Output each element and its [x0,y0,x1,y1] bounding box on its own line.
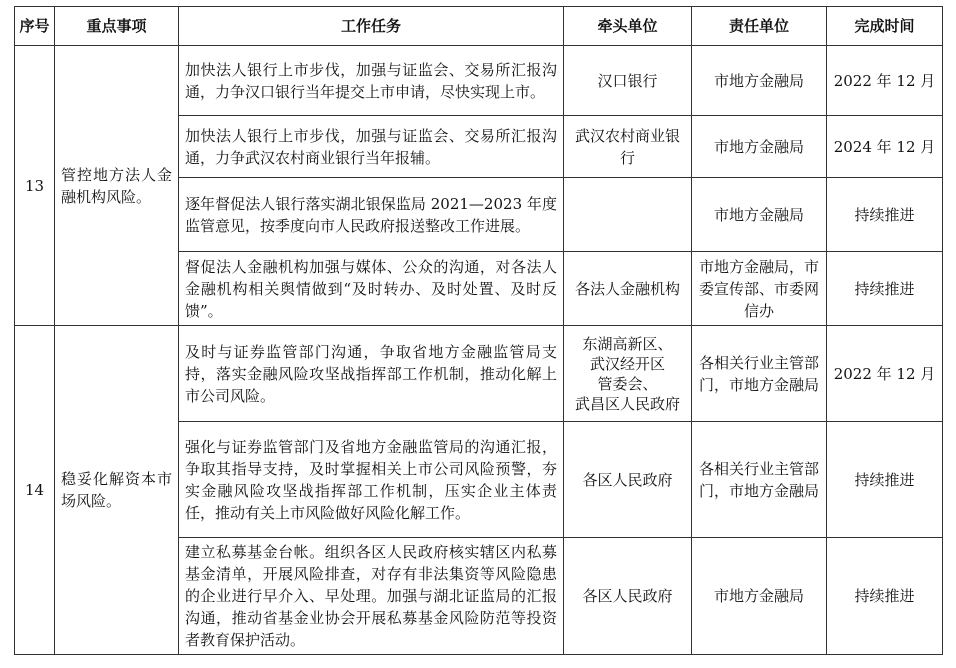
lead-unit-line: 管委会、 [597,374,658,393]
lead-unit: 武汉农村商业银行 [564,116,692,178]
responsible-unit: 各相关行业主管部门，市地方金融局 [692,326,827,422]
lead-unit [564,178,692,252]
key-item: 管控地方法人金融机构风险。 [55,46,179,326]
completion-time: 2022 年 12 月 [827,46,943,116]
lead-unit: 各区人民政府 [564,422,692,538]
key-item: 稳妥化解资本市场风险。 [55,326,179,655]
lead-unit-line: 东湖高新区、 [582,334,673,353]
row-number: 14 [15,326,55,655]
header-task: 工作任务 [179,7,564,46]
work-task: 及时与证券监管部门沟通，争取省地方金融监管局支持，落实金融风险攻坚战指挥部工作机制，推动化解上市公司风险。 [179,326,564,422]
task-table [14,6,943,655]
responsible-unit: 市地方金融局 [692,116,827,178]
responsible-unit: 市地方金融局，市委宣传部、市委网信办 [692,252,827,326]
completion-time: 持续推进 [827,252,943,326]
header-no: 序号 [15,7,55,46]
work-task: 加快法人银行上市步伐，加强与证监会、交易所汇报沟通，力争汉口银行当年提交上市申请，尽快实现上市。 [179,46,564,116]
row-number: 13 [15,46,55,326]
lead-unit: 各区人民政府 [564,538,692,655]
work-task: 逐年督促法人银行落实湖北银保监局 2021—2023 年度监管意见，按季度向市人民政府报送整改工作进展。 [179,178,564,252]
completion-time: 持续推进 [827,422,943,538]
header-item: 重点事项 [55,7,179,46]
lead-unit: 汉口银行 [564,46,692,116]
lead-unit-line: 武昌区人民政府 [574,394,680,413]
responsible-unit: 市地方金融局 [692,178,827,252]
lead-unit-line: 武汉经开区 [589,354,665,373]
responsible-unit: 市地方金融局 [692,46,827,116]
work-task: 加快法人银行上市步伐，加强与证监会、交易所汇报沟通，力争武汉农村商业银行当年报辅。 [179,116,564,178]
completion-time: 持续推进 [827,178,943,252]
responsible-unit: 市地方金融局 [692,538,827,655]
header-responsible-unit: 责任单位 [692,7,827,46]
work-task: 督促法人金融机构加强与媒体、公众的沟通，对各法人金融机构相关舆情做到“及时转办、及时处置、及时反馈”。 [179,252,564,326]
lead-unit: 各法人金融机构 [564,252,692,326]
header-lead-unit: 牵头单位 [564,7,692,46]
work-task: 建立私募基金台帐。组织各区人民政府核实辖区内私募基金清单，开展风险排查，对存有非法集资等风险隐患的企业进行早介入、早处理。加强与湖北证监局的汇报沟通，推动省基金业协会开展私募基金风险防范等投资者教育保护活动。 [179,538,564,655]
responsible-unit: 各相关行业主管部门，市地方金融局 [692,422,827,538]
completion-time: 2022 年 12 月 [827,326,943,422]
header-completion-time: 完成时间 [827,7,943,46]
completion-time: 2024 年 12 月 [827,116,943,178]
completion-time: 持续推进 [827,538,943,655]
table-header-row [15,7,943,46]
table-row [15,326,943,422]
table-row [15,46,943,116]
work-task: 强化与证券监管部门及省地方金融监管局的沟通汇报，争取其指导支持，及时掌握相关上市公司风险预警，夯实金融风险攻坚战指挥部工作机制，压实企业主体责任，推动有关上市风险做好风险化解工作。 [179,422,564,538]
lead-unit [564,326,692,422]
